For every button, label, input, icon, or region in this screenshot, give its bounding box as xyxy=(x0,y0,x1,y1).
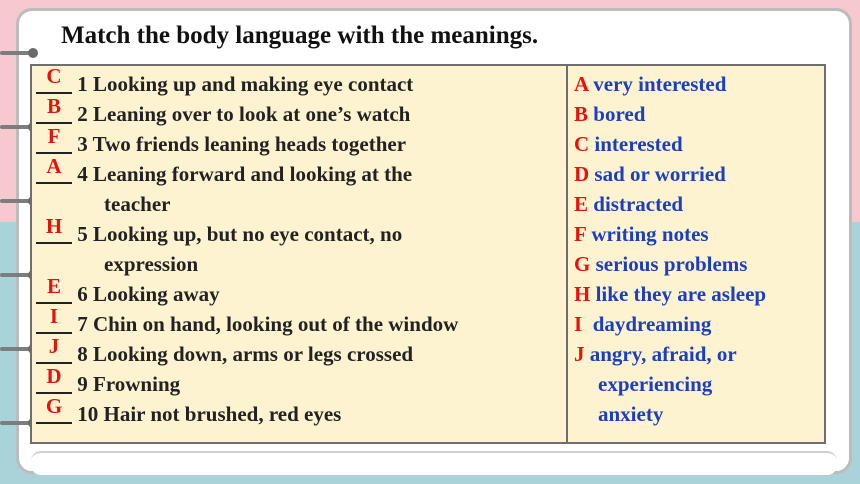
meaning-f xyxy=(574,222,709,246)
answer-blank[interactable] xyxy=(36,304,72,336)
answer-letter: D xyxy=(46,364,62,388)
meaning-key: A xyxy=(574,72,589,96)
item-text: 5 Looking up, but no eye contact, no xyxy=(77,222,403,246)
answer-blank[interactable] xyxy=(36,394,72,426)
meaning-text: serious problems xyxy=(595,252,748,276)
item-text: 8 Looking down, arms or legs crossed xyxy=(77,342,414,366)
item-text: 4 Leaning forward and looking at the xyxy=(77,162,413,186)
meaning-key: I xyxy=(574,312,583,336)
item-text: 7 Chin on hand, looking out of the window xyxy=(77,312,459,336)
item-10 xyxy=(36,394,342,426)
item-2 xyxy=(36,94,411,126)
meaning-key: H xyxy=(574,282,591,306)
item-5-continuation: expression xyxy=(104,252,199,276)
item-text: 2 Leaning over to look at one’s watch xyxy=(77,102,411,126)
meaning-h xyxy=(574,282,766,306)
table-divider xyxy=(566,64,568,444)
meaning-text: sad or worried xyxy=(594,162,726,186)
answer-blank[interactable] xyxy=(36,64,72,96)
answer-letter: J xyxy=(48,334,60,358)
meaning-text: writing notes xyxy=(591,222,709,246)
meaning-b xyxy=(574,102,645,126)
item-4 xyxy=(36,154,413,186)
page-title: Match the body language with the meanings. xyxy=(61,22,539,49)
meaning-key: G xyxy=(574,252,591,276)
meaning-text: bored xyxy=(593,102,646,126)
meaning-text: very interested xyxy=(593,72,727,96)
meaning-j-continuation: anxiety xyxy=(598,402,664,426)
meaning-text: interested xyxy=(594,132,683,156)
item-text: 10 Hair not brushed, red eyes xyxy=(77,402,342,426)
meaning-text: distracted xyxy=(593,192,684,216)
item-9 xyxy=(36,364,181,396)
meaning-key: D xyxy=(574,162,590,186)
meaning-e xyxy=(574,192,683,216)
answer-blank[interactable] xyxy=(36,334,72,366)
meaning-key: E xyxy=(574,192,589,216)
meaning-key: J xyxy=(574,342,585,366)
item-7 xyxy=(36,304,459,336)
item-text: 6 Looking away xyxy=(77,282,220,306)
meaning-c xyxy=(574,132,683,156)
answer-letter: B xyxy=(46,94,61,118)
answer-letter: C xyxy=(46,64,62,88)
card-bottom-edge xyxy=(31,451,837,475)
answer-letter: A xyxy=(46,154,62,178)
item-5 xyxy=(36,214,403,246)
meaning-a xyxy=(574,72,726,96)
answer-blank[interactable] xyxy=(36,214,72,246)
answer-letter: G xyxy=(45,394,63,418)
answer-blank[interactable] xyxy=(36,364,72,396)
meaning-d xyxy=(574,162,726,186)
meaning-key: B xyxy=(574,102,589,126)
meaning-text: daydreaming xyxy=(587,312,712,336)
meaning-text: like they are asleep xyxy=(595,282,767,306)
binder-ring-icon xyxy=(0,48,40,58)
item-text: 9 Frowning xyxy=(77,372,181,396)
item-1 xyxy=(36,64,414,96)
answer-blank[interactable] xyxy=(36,124,72,156)
item-text: 1 Looking up and making eye contact xyxy=(77,72,414,96)
item-6 xyxy=(36,274,220,306)
item-8 xyxy=(36,334,414,366)
answer-letter: E xyxy=(46,274,61,298)
answer-letter: I xyxy=(49,304,59,328)
meaning-key: F xyxy=(574,222,587,246)
meaning-g xyxy=(574,252,747,276)
answer-blank[interactable] xyxy=(36,274,72,306)
item-text: 3 Two friends leaning heads together xyxy=(77,132,407,156)
answer-blank[interactable] xyxy=(36,154,72,186)
meaning-j-continuation: experiencing xyxy=(598,372,713,396)
item-3 xyxy=(36,124,407,156)
meaning-j xyxy=(574,342,737,366)
answer-letter: H xyxy=(45,214,63,238)
answer-blank[interactable] xyxy=(36,94,72,126)
answer-letter: F xyxy=(47,124,61,148)
meaning-key: C xyxy=(574,132,590,156)
meaning-text: angry, afraid, or xyxy=(589,342,737,366)
item-4-continuation: teacher xyxy=(104,192,171,216)
meaning-i xyxy=(574,312,711,336)
